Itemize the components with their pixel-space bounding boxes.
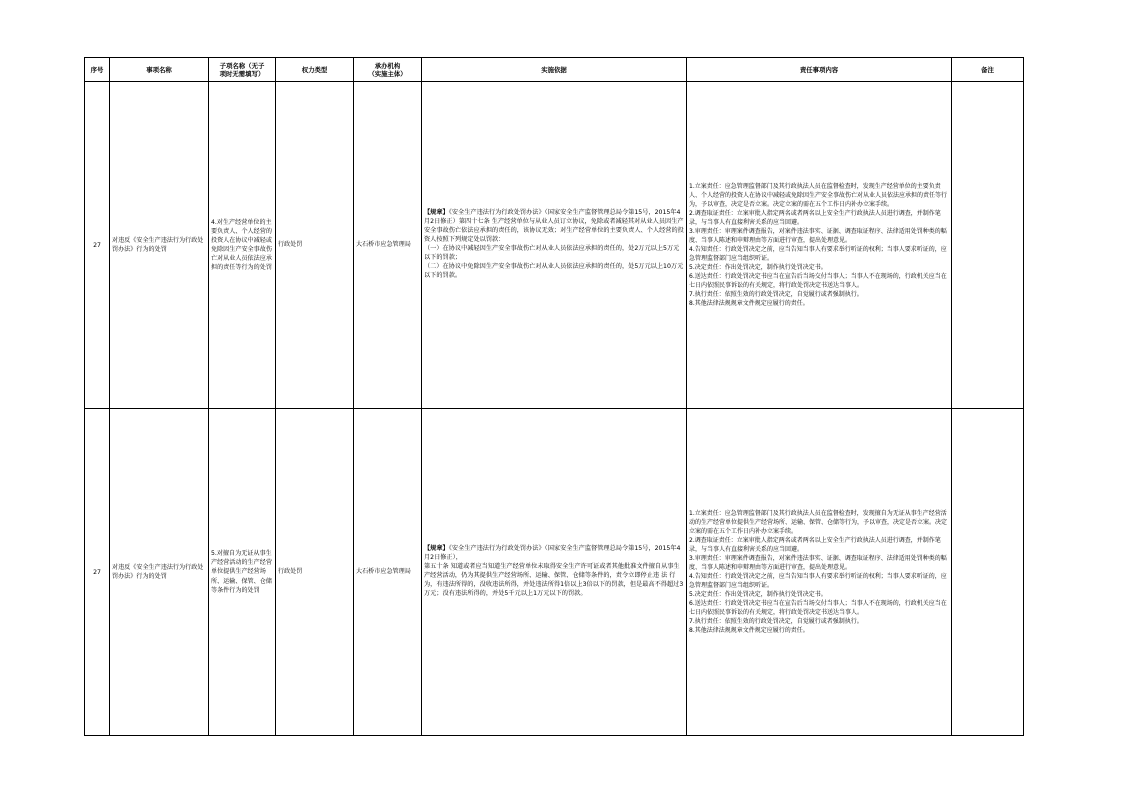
header-item-name: 事项名称 [110, 58, 209, 82]
cell-remarks [952, 409, 1024, 736]
header-remarks: 备注 [952, 58, 1024, 82]
cell-responsibility: 1.立案责任：应急管理监督部门及其行政执法人员在监督检查时，发现生产经营单位的主要负责人、个人经营的投资人在协议中减轻或免除因生产安全事故伤亡对从业人员依法应承担的责任等行为，予以审查，决定是否立案。决定立案的需在五个工作日内补办立案手续。 2.调查取证责任：立案审批人指定两名或者两名以上安全生产行政执法人员进行调查，并制作笔录，与当事人有直接利害关系的应当回避。 3.审理责任：审理案件调查报告，对案件违法事实、证据、调查取证程序、法律适用处罚种类的幅度、当事人陈述和申辩理由等方面进行审查，提出处理意见。 4.告知责任：行政处罚决定之前，应当告知当事人有要求举行听证的权利；当事人要求听证的，应急管理监督部门应当组织听证。 5.决定责任：作出处罚决定，制作执行处罚决定书。 6.送达责任：行政处罚决定书应当在宣告后当场交付当事人；当事人不在现场的，行政机关应当在七日内依照民事诉讼的有关规定，将行政处罚决定书送达当事人。 7.执行责任：依照生效的行政处罚决定，自觉履行或者强制执行。 8.其他法律法规规章文件规定应履行的责任。 [687, 82, 952, 409]
header-seq: 序号 [85, 58, 110, 82]
basis-text: 《安全生产违法行为行政处罚办法》（国家安全生产监督管理总局令第15号，2015年4月2日修正）， 第五十条 知道或者应当知道生产经营单位未取得安全生产许可证或者其他批准文件擅自从事生产经营活动，仍为其提供生产经营场所、运输、保管、仓储等条件的，责令立即停止违 法 行 为，有违法所得的，没收违法所得，并处违法所得1倍以上3倍以下的罚款，但是最高不得超过3万元；没有违法所得的，并处5千元以上1万元以下的罚款。 [424, 545, 684, 597]
table-row [85, 82, 1024, 409]
cell-responsibility: 1.立案责任：应急管理监督部门及其行政执法人员在监督检查时，发现擅自为无证从事生产经营活动的生产经营单位提供生产经营场所、运输、保管、仓储等行为，予以审查，决定是否立案。决定立案的需在五个工作日内补办立案手续。 2.调查取证责任：立案审批人指定两名或者两名以上安全生产行政执法人员进行调查，并制作笔录，与当事人有直接利害关系的应当回避。 3.审理责任：审理案件调查报告，对案件违法事实、证据、调查取证程序、法律适用处罚种类的幅度、当事人陈述和申辩理由等方面进行审查，提出处理意见。 4.告知责任：行政处罚决定之前，应当告知当事人有要求举行听证的权利；当事人要求听证的，应急管理监督部门应当组织听证。 5.决定责任：作出处罚决定，制作执行处罚决定书。 6.送达责任：行政处罚决定书应当在宣告后当场交付当事人；当事人不在现场的，行政机关应当在七日内依照民事诉讼的有关规定，将行政处罚决定书送达当事人。 7.执行责任：依照生效的行政处罚决定，自觉履行或者强制执行。 8.其他法律法规规章文件规定应履行的责任。 [687, 409, 952, 736]
cell-remarks [952, 82, 1024, 409]
header-agency: 承办机构 （实施主体） [354, 58, 422, 82]
cell-seq: 27 [85, 82, 110, 409]
header-row [85, 58, 1024, 82]
basis-label: 【规章】 [424, 209, 449, 217]
cell-basis [422, 82, 687, 409]
basis-label: 【规章】 [424, 545, 449, 553]
cell-agency: 大石桥市应急管理局 [354, 82, 422, 409]
header-basis: 实施依据 [422, 58, 687, 82]
table-row [85, 409, 1024, 736]
cell-power-type: 行政处罚 [276, 409, 354, 736]
cell-item-name: 对违反《安全生产违法行为行政处罚办法》行为的处罚 [110, 409, 209, 736]
header-power-type: 权力类型 [276, 58, 354, 82]
cell-seq: 27 [85, 409, 110, 736]
cell-sub-item: 4.对生产经营单位的主要负责人、个人经营的投资人在协议中减轻或免除因生产安全事故伤亡对从业人员依法应承担的责任等行为的处罚 [209, 82, 276, 409]
cell-sub-item: 5.对擅自为无证从事生产经营活动的生产经营单位提供生产经营场所、运输、保管、仓储等条件行为的处罚 [209, 409, 276, 736]
cell-item-name: 对违反《安全生产违法行为行政处罚办法》行为的处罚 [110, 82, 209, 409]
cell-power-type: 行政处罚 [276, 82, 354, 409]
basis-text: 《安全生产违法行为行政处罚办法》（国家安全生产监督管理总局令第15号，2015年4月2日修正）第四十七条 生产经营单位与从业人员订立协议，免除或者减轻其对从业人员因生产安全事故伤亡依法应承担的责任的，该协议无效；对生产经营单位的主要负责人、个人经营的投资人按照下列规定处以罚款： （一）在协议中减轻因生产安全事故伤亡对从业人员依法应承担的责任的，处2万元以上5万元以下的罚款； （二）在协议中免除因生产安全事故伤亡对从业人员依法应承担的责任的，处5万元以上10万元以下的罚款。 [424, 209, 684, 279]
responsibility-table [84, 57, 1024, 736]
cell-basis [422, 409, 687, 736]
header-responsibility: 责任事项内容 [687, 58, 952, 82]
header-sub-item: 子项名称（无子 项时无需填写） [209, 58, 276, 82]
cell-agency: 大石桥市应急管理局 [354, 409, 422, 736]
